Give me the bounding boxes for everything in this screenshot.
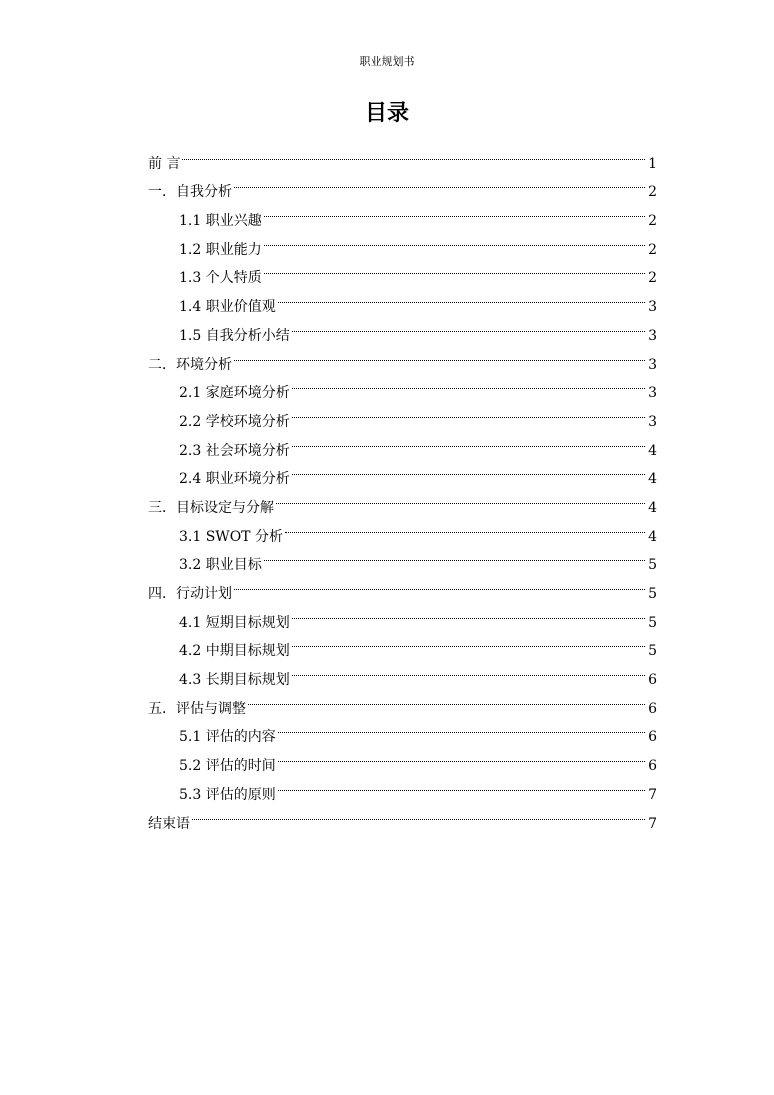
toc-entry-label: 4.3 长期目标规划	[179, 672, 290, 689]
page-header: 职业规划书	[359, 55, 415, 68]
toc-entry-label: 3.2 职业目标	[179, 557, 262, 574]
dot-leader	[234, 168, 645, 197]
toc-entry-label: 1.3 个人特质	[179, 270, 262, 287]
toc-entry-page-number: 2	[648, 184, 657, 201]
page-title: 目录	[364, 100, 409, 126]
toc-entry-label: 1.2 职业能力	[179, 241, 262, 258]
dot-leader	[264, 541, 645, 570]
toc-entry-label: 4.1 短期目标规划	[179, 614, 290, 631]
toc-entry-page-number: 2	[648, 241, 657, 258]
toc-entry-label: 1.4 职业价值观	[179, 299, 276, 316]
toc-entry-page-number: 1	[648, 155, 657, 172]
toc-entry-page-number: 5	[648, 586, 657, 602]
toc-entry-section-1[interactable]	[148, 168, 657, 201]
toc-entry-page-number: 3	[648, 413, 657, 430]
dot-leader	[292, 627, 645, 656]
toc-entry-label: 5.3 评估的原则	[179, 786, 276, 803]
toc-entry-page-number: 3	[648, 327, 657, 344]
toc-entry-label: 二．环境分析	[148, 356, 232, 373]
toc-entry-label: 四．行动计划	[148, 586, 232, 602]
dot-leader	[292, 426, 645, 455]
toc-entry-label: 结束语	[148, 815, 190, 832]
toc-entry-page-number: 6	[648, 729, 657, 746]
toc-entry-label: 三．目标设定与分解	[148, 499, 274, 516]
toc-entry-page-number: 6	[648, 700, 657, 717]
dot-leader	[278, 770, 645, 799]
toc-entry-page-number: 4	[648, 528, 657, 545]
toc-entry-page-number: 6	[648, 672, 657, 689]
dot-leader	[292, 311, 645, 340]
dot-leader	[292, 397, 645, 426]
dot-leader	[292, 455, 645, 484]
dot-leader	[278, 713, 645, 742]
toc-entry-label: 2.1 家庭环境分析	[179, 385, 290, 402]
toc-entry-page-number: 4	[648, 442, 657, 459]
dot-leader	[292, 655, 645, 684]
dot-leader	[192, 799, 645, 828]
table-of-contents	[148, 139, 657, 832]
toc-entry-label: 1.5 自我分析小结	[179, 327, 290, 344]
toc-entry-label: 2.4 职业环境分析	[179, 471, 290, 488]
toc-entry-label: 5.1 评估的内容	[179, 729, 276, 746]
toc-entry-label: 前 言	[148, 155, 181, 172]
toc-entry-page-number: 7	[648, 815, 657, 832]
toc-entry-label: 1.1 职业兴趣	[179, 213, 262, 230]
toc-entry-label: 五．评估与调整	[148, 700, 246, 717]
toc-entry-label: 4.2 中期目标规划	[179, 643, 290, 660]
dot-leader	[276, 483, 645, 512]
toc-entry-label: 3.1 SWOT 分析	[179, 528, 283, 545]
toc-entry-page-number: 3	[648, 385, 657, 402]
dot-leader	[264, 225, 645, 254]
toc-entry-page-number: 2	[648, 213, 657, 230]
toc-entry-page-number: 6	[648, 758, 657, 775]
dot-leader	[248, 684, 645, 713]
toc-entry-label: 一．自我分析	[148, 184, 232, 201]
dot-leader	[292, 369, 645, 398]
toc-entry-label: 2.3 社会环境分析	[179, 442, 290, 459]
toc-entry-page-number: 5	[648, 614, 657, 631]
dot-leader	[234, 569, 645, 598]
toc-entry-label: 5.2 评估的时间	[179, 758, 276, 775]
dot-leader	[285, 512, 645, 541]
toc-entry-page-number: 7	[648, 786, 657, 803]
dot-leader	[278, 282, 645, 311]
toc-entry-page-number: 5	[648, 557, 657, 574]
dot-leader	[264, 196, 645, 225]
toc-entry-preface[interactable]	[148, 139, 657, 172]
toc-entry-page-number: 3	[648, 356, 657, 373]
toc-entry-page-number: 2	[648, 270, 657, 287]
dot-leader	[292, 598, 645, 627]
toc-entry-conclusion[interactable]	[148, 799, 657, 832]
toc-entry-page-number: 5	[648, 643, 657, 660]
dot-leader	[182, 139, 645, 168]
toc-entry-page-number: 4	[648, 471, 657, 488]
dot-leader	[234, 340, 645, 369]
dot-leader	[278, 741, 645, 770]
toc-entry-page-number: 3	[648, 299, 657, 316]
toc-entry-page-number: 4	[648, 499, 657, 516]
dot-leader	[264, 254, 645, 283]
toc-entry-label: 2.2 学校环境分析	[179, 413, 290, 430]
